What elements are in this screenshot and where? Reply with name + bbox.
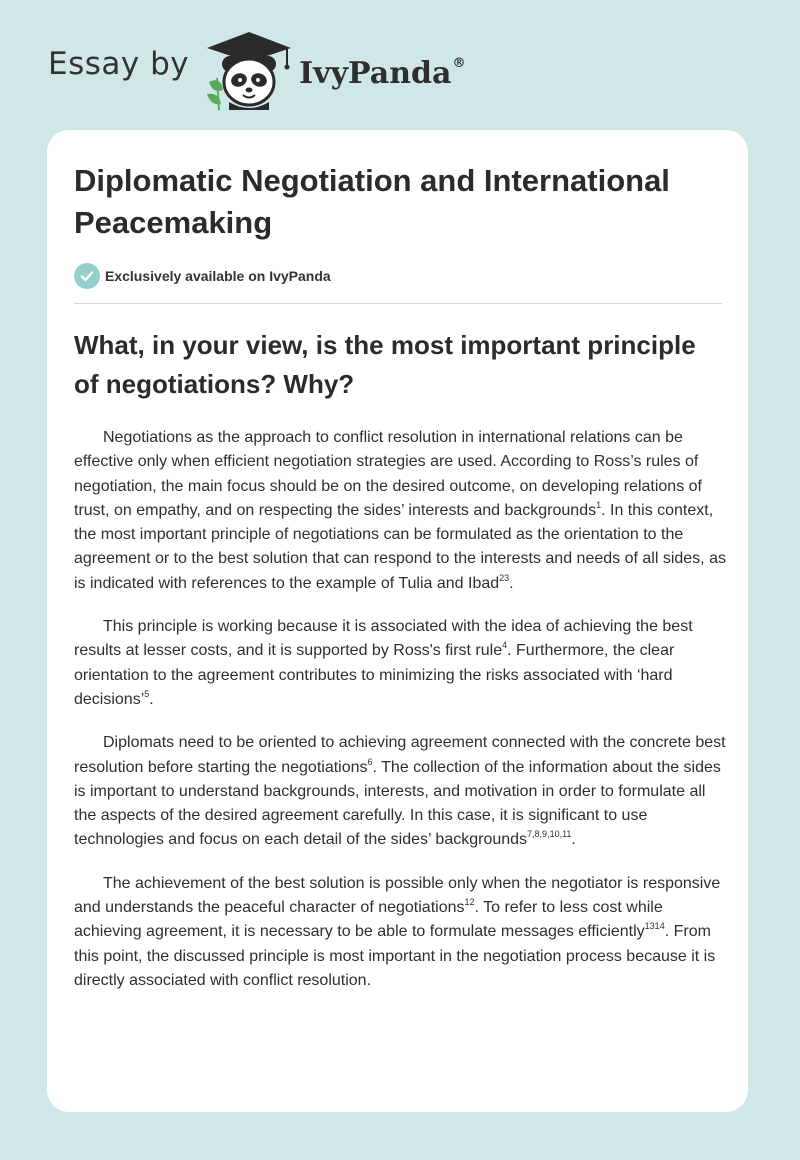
exclusive-badge [74, 263, 331, 289]
divider [74, 303, 722, 304]
footnote-ref[interactable]: 6 [367, 756, 373, 767]
paragraph-3: Diplomats need to be oriented to achieving agreement connected with the concrete best resolution before starting the negotiations$^6$. The collection of the information about the sides is important to understand backgrounds, interests, and motivation in order to formulate all the aspects of the desired agreement carefully. In this case, it is significant to use technologies and focus on each detail of the sides’ backgrounds$^{7,8,9,10,11}$. [74, 734, 726, 849]
checkmark-icon [74, 263, 100, 289]
page-title: Diplomatic Negotiation and International Peacemaking [74, 163, 670, 240]
paragraph-2: This principle is working because it is associated with the idea of achieving the best results at lesser costs, and it is supported by Ross's first rule$^4$. Furthermore, the clear orientation to the agreement contributes to minimizing the risks associated with ‘hard decisions’$^5$. [74, 618, 693, 708]
footnote-ref[interactable]: 5 [144, 688, 150, 699]
trademark-symbol: ® [452, 55, 466, 71]
article-body [74, 426, 726, 1012]
panda-graduate-logo-icon[interactable] [203, 30, 295, 110]
footnote-ref[interactable]: 7,8,9,10,11 [527, 829, 572, 840]
footnote-ref[interactable]: 1314 [644, 921, 665, 932]
essay-by-label: Essay by [48, 46, 190, 82]
paragraph-4: The achievement of the best solution is possible only when the negotiator is responsive and understands the peaceful character of negotiations$^{12}$. To refer to less cost while achieving agreement, it is necessary to be able to formulate messages efficiently$^{1314}$. From this point, the discussed principle is most important in the negotiation process because it is directly associated with conflict resolution. [74, 874, 721, 989]
section-heading: What, in your view, is the most important principle of negotiations? Why? [74, 330, 696, 399]
footnote-ref[interactable]: 23 [499, 572, 510, 583]
footnote-ref[interactable]: 4 [502, 640, 508, 651]
footnote-ref[interactable]: 12 [464, 897, 475, 908]
brand-name[interactable]: IvyPanda® [299, 55, 466, 91]
article-card [47, 130, 748, 1112]
exclusive-badge-label: Exclusively available on IvyPanda [105, 268, 331, 284]
footnote-ref[interactable]: 1 [596, 499, 602, 510]
paragraph-1: Negotiations as the approach to conflict resolution in international relations can be effective only when efficient negotiation strategies are used. According to Ross’s rules of negotiation, the main focus should be on the desired outcome, on developing relations of trust, on empathy, and on respecting the sides’ interests and backgrounds$^1$. In this context, the most important principle of negotiations can be formulated as the orientation to the agreement or to the best solution that can respond to the interests and needs of all sides, as is indicated with references to the example of Tulia and Ibad$^{23}$. [74, 429, 726, 592]
site-header [48, 30, 465, 110]
